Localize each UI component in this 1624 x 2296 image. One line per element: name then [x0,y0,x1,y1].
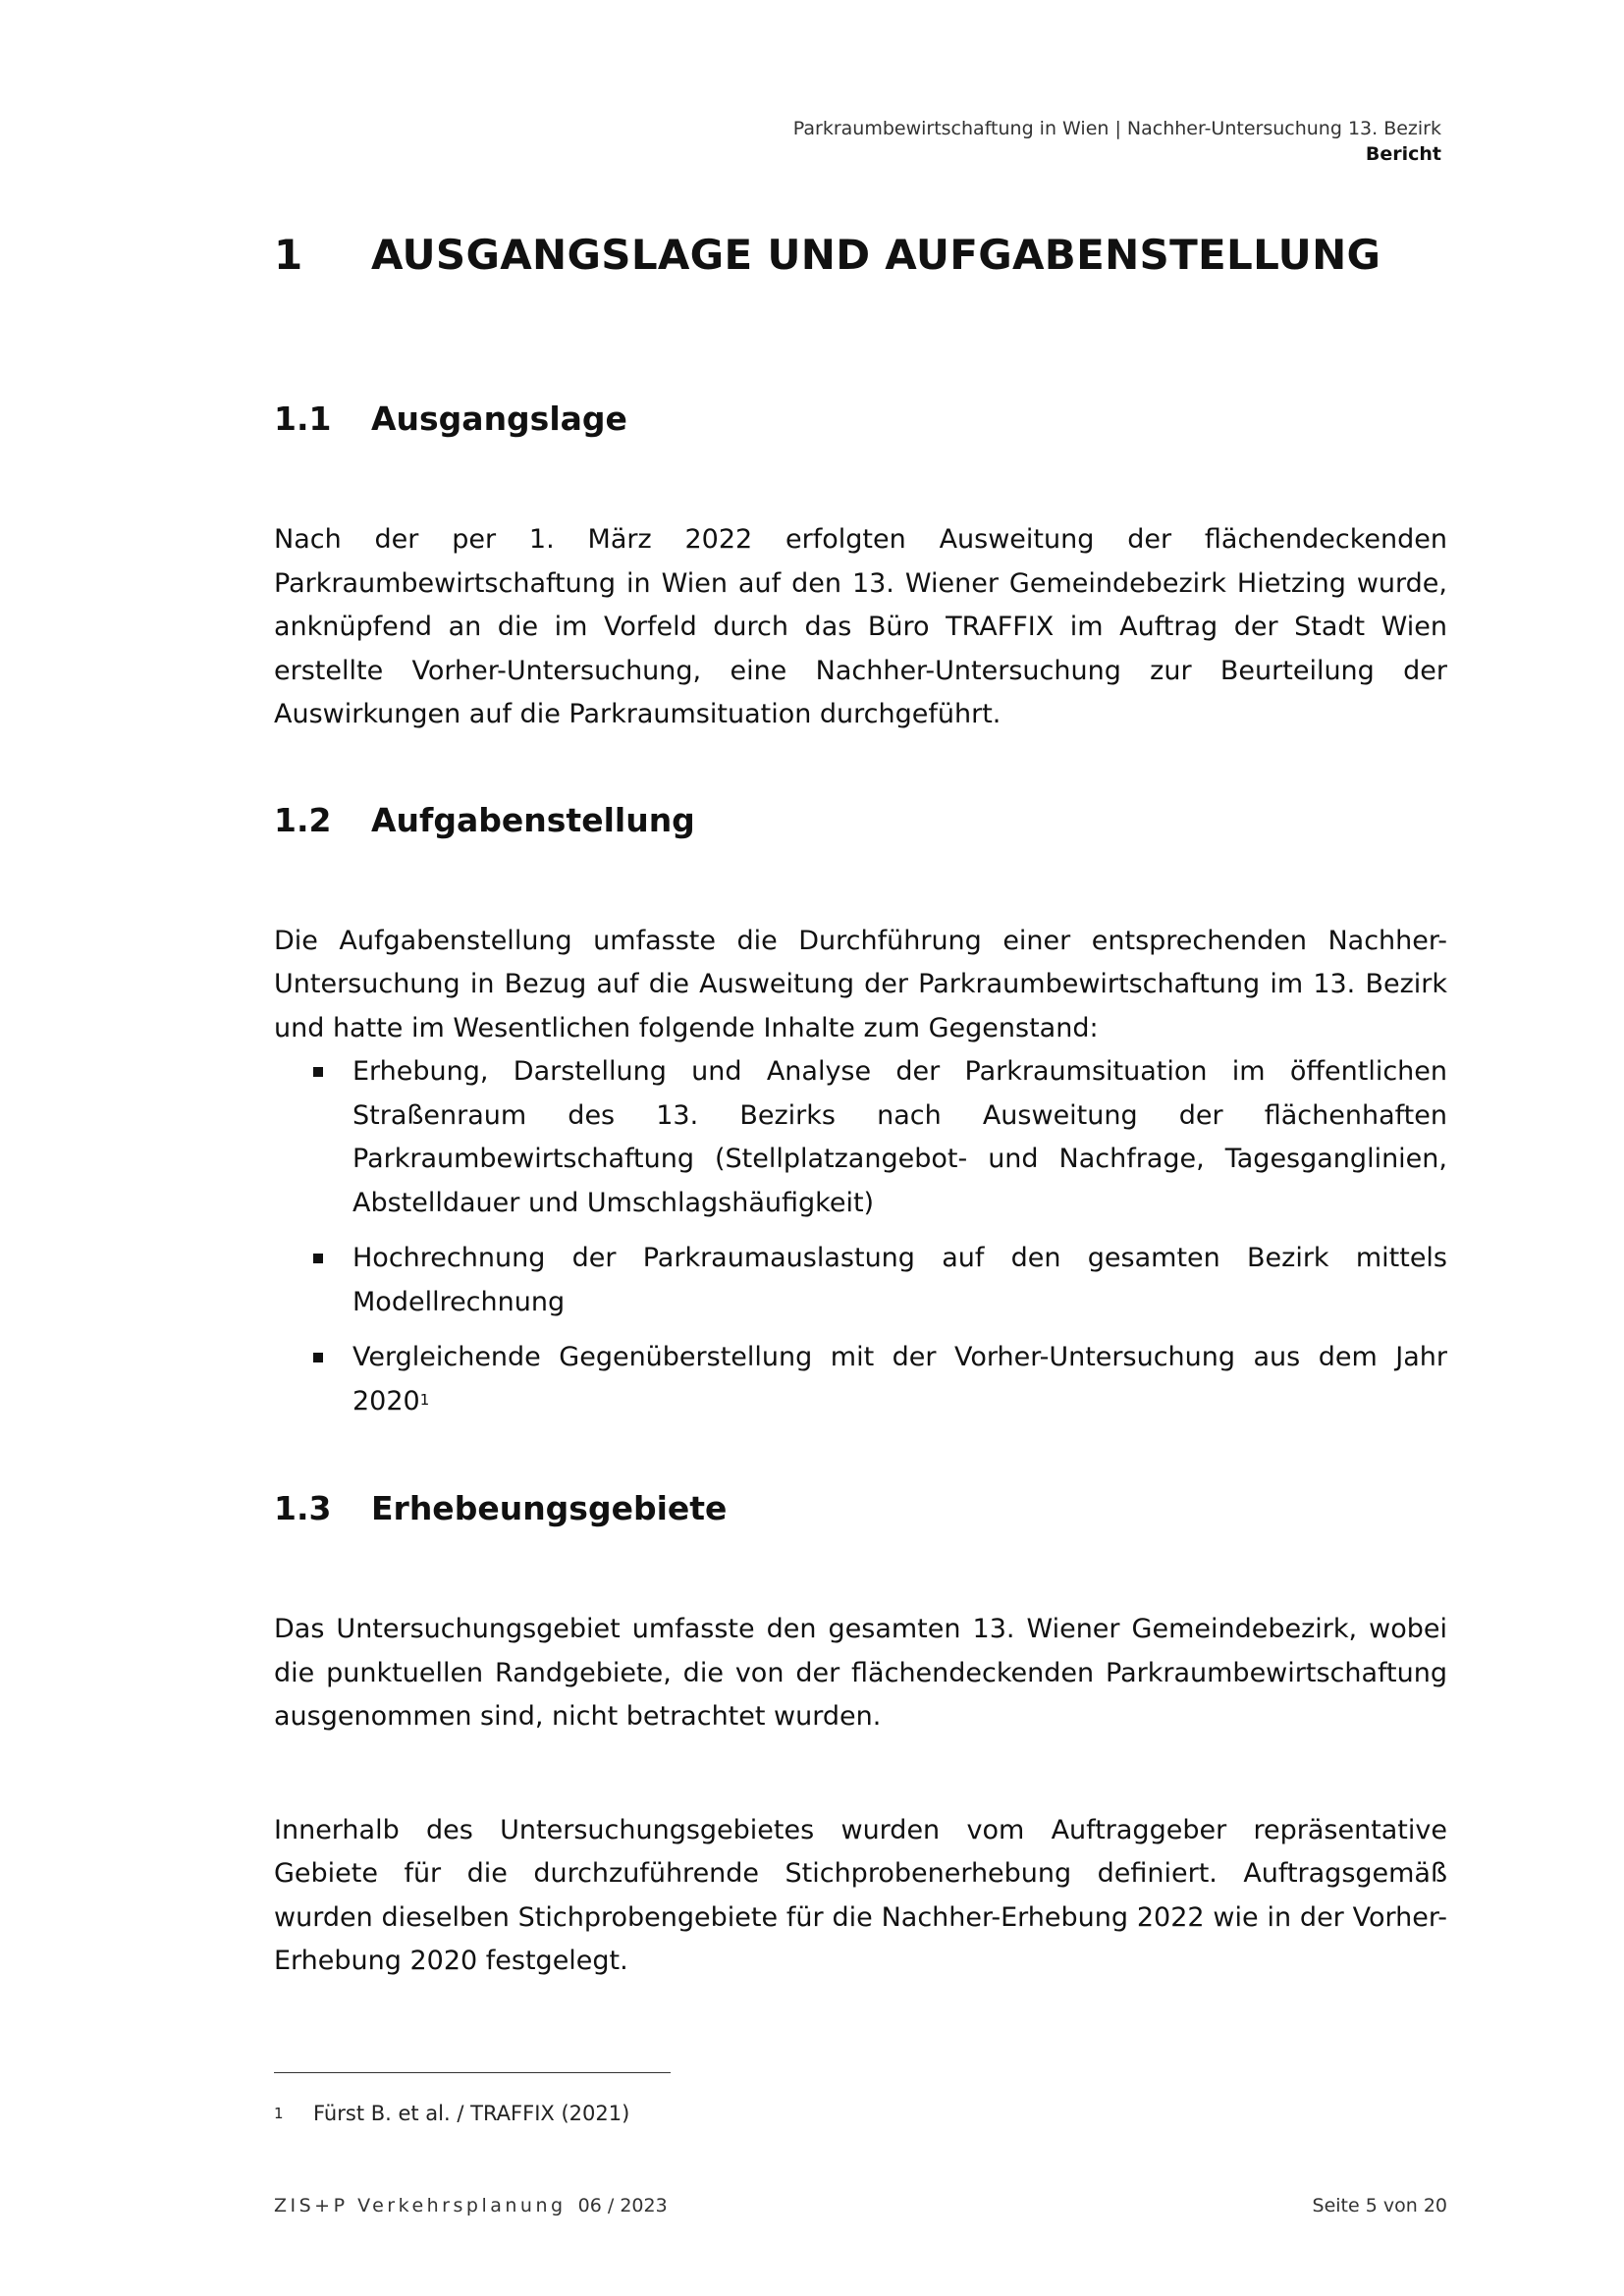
page-header [793,116,1441,167]
paragraph-untersuchungsgebiet: Das Untersuchungsgebiet umfasste den gesamten 13. Wiener Gemeindebezirk, wobei die punktuellen Randgebiete, die von der flächendeckenden Parkraumbewirtschaftung ausgenommen sind, nicht betrachtet wurden. [274,1614,1447,1732]
footnote [274,2099,629,2128]
chapter-heading [274,221,1447,290]
footnote-reference[interactable]: 1 [419,1390,430,1409]
footnote-text: Fürst B. et al. / TRAFFIX (2021) [313,2102,630,2125]
footer-date: 06 / 2023 [577,2195,668,2216]
section-heading-1-3 [274,1484,1447,1533]
paragraph-ausgangslage: Nach der per 1. März 2022 erfolgten Ausweitung der flächendeckenden Parkraumbewirtschaftung in Wien auf den 13. Wiener Gemeindebezirk Hietzing wurde, anknüpfend an die im Vorfeld durch das Büro TRAFFIX im Auftrag der Stadt Wien erstellte Vorher-Untersuchung, eine Nachher-Untersuchung zur Beurteilung der Auswirkungen auf die Parkraumsituation durchgeführt. [274,524,1447,729]
section-heading-1-2 [274,796,1447,845]
list-item: Hochrechnung der Parkraumauslastung auf den gesamten Bezirk mittels Modellrechnung [352,1237,1447,1324]
section-title: Ausgangslage [371,400,627,438]
paragraph-aufgabenstellung-intro: Die Aufgabenstellung umfasste die Durchführung einer entsprechenden Nachher-Untersuchung in Bezug auf die Ausweitung der Parkraumbewirtschaftung im 13. Bezirk und hatte im Wesentlichen folgende Inhalte zum Gegenstand: [274,925,1447,1043]
task-bullet-list [274,1050,1447,1423]
header-title: Parkraumbewirtschaftung in Wien | Nachher-Untersuchung 13. Bezirk [792,118,1441,139]
list-item: Erhebung, Darstellung und Analyse der Parkraumsituation im öffentlichen Straßenraum des 13. Bezirks nach Ausweitung der flächenhaften Parkraumbewirtschaftung (Stellplatzangebot- und Nachfrage, Tagesganglinien, Abstelldauer und Umschlagshäufigkeit) [352,1050,1447,1225]
chapter-number: 1 [274,231,303,279]
section-number: 1.2 [274,800,332,839]
section-heading-1-1 [274,395,1447,444]
section-number: 1.3 [274,1489,332,1527]
footer-left [274,2195,668,2216]
footnote-number: 1 [274,2105,284,2122]
square-bullet-icon [313,1254,323,1263]
header-doc-type: Bericht [1365,143,1441,165]
page-number: Seite 5 von 20 [1312,2195,1447,2216]
section-title: Erhebeungsgebiete [371,1489,728,1527]
list-item: Vergleichende Gegenüberstellung mit der Vorher-Untersuchung aus dem Jahr 2020$^1$ [352,1336,1447,1423]
square-bullet-icon [313,1067,323,1077]
page-content [274,221,1447,1984]
paragraph-stichprobengebiete: Innerhalb des Untersuchungsgebietes wurden vom Auftraggeber repräsentative Gebiete für die durchzuführende Stichprobenerhebung definiert. Auftragsgemäß wurden dieselben Stichprobengebiete für die Nachher-Erhebung 2022 wie in der Vorher-Erhebung 2020 festgelegt. [274,1814,1447,1976]
section-number: 1.1 [274,400,332,438]
section-title: Aufgabenstellung [371,800,695,839]
footnote-divider [274,2072,671,2073]
footer-company: ZIS+P Verkehrsplanung [274,2195,567,2216]
chapter-title: AUSGANGSLAGE UND AUFGABENSTELLUNG [371,231,1381,279]
square-bullet-icon [313,1353,323,1362]
